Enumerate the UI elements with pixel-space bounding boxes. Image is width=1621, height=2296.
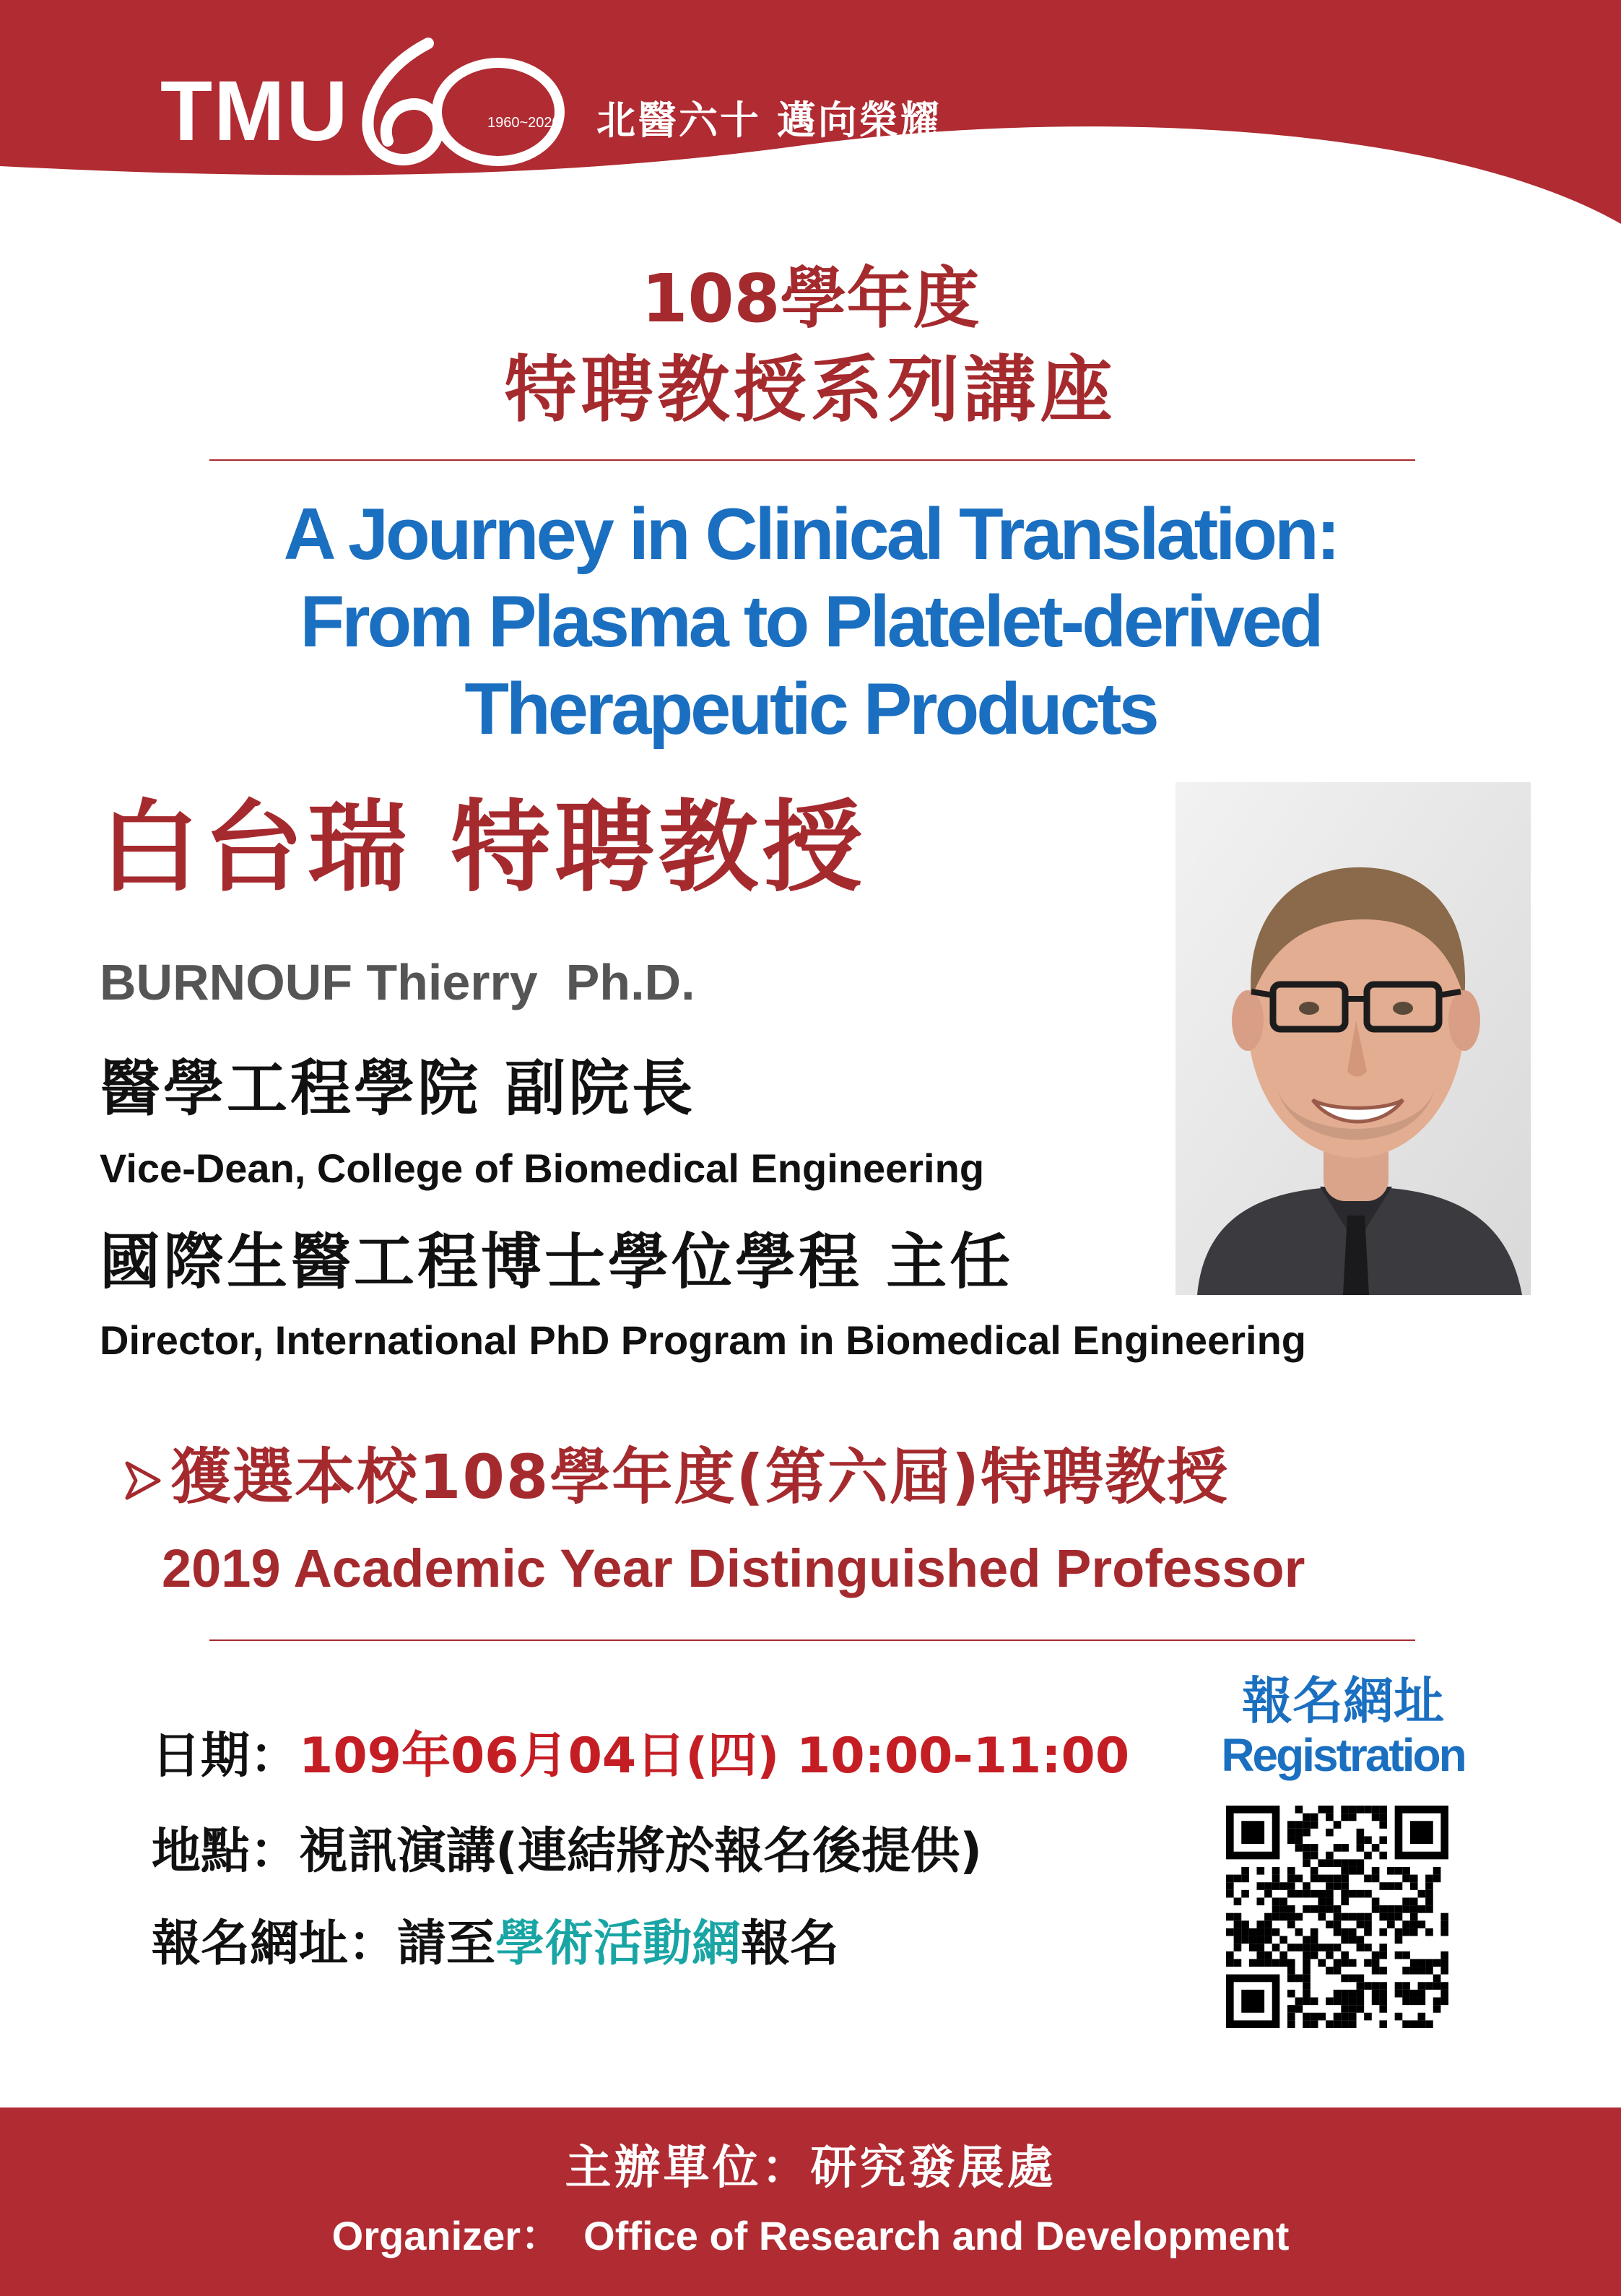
position-vice-dean-zh: 醫學工程學院 副院長 xyxy=(100,1053,696,1124)
footer-banner xyxy=(0,2107,1621,2296)
event-venue xyxy=(152,1823,983,1880)
award-zh: 獲選本校108學年度(第六屆)特聘教授 xyxy=(170,1442,1230,1512)
registration-post: 報名 xyxy=(741,1915,840,1972)
position-director-en: Director, International PhD Program in Biomedical Engineering xyxy=(100,1317,1306,1363)
header-slogan: 北醫六十 邁向榮耀 xyxy=(596,98,942,143)
divider xyxy=(209,459,1415,461)
event-registration xyxy=(152,1915,840,1972)
logo-years: 1960~2020 xyxy=(487,115,560,131)
talk-title-line: Therapeutic Products xyxy=(464,669,1157,750)
date-label: 日期： xyxy=(152,1728,300,1785)
speaker-photo xyxy=(1175,782,1531,1295)
registration-title-zh: 報名網址 xyxy=(1242,1671,1444,1730)
date-value: 109年06月04日(四) 10:00-11:00 xyxy=(299,1728,1130,1785)
speaker-name-zh: 白台瑞 特聘教授 xyxy=(100,789,867,906)
arrow-bullet-icon xyxy=(123,1459,163,1502)
position-vice-dean-en: Vice-Dean, College of Biomedical Engineering xyxy=(100,1145,985,1191)
registration-label: 報名網址： xyxy=(152,1915,398,1972)
award-en: 2019 Academic Year Distinguished Professor xyxy=(162,1538,1305,1598)
registration-title-en: Registration xyxy=(1221,1729,1465,1781)
tmu-60-logo-mark xyxy=(357,36,567,173)
venue-label: 地點： xyxy=(152,1823,300,1880)
organizer-zh: 主辦單位：研究發展處 xyxy=(565,2141,1056,2195)
venue-value: 視訊演講(連結將於報名後提供) xyxy=(299,1823,983,1880)
series-name: 特聘教授系列講座 xyxy=(504,347,1117,432)
divider xyxy=(209,1639,1415,1641)
talk-title-line: From Plasma to Platelet-derived xyxy=(300,581,1321,662)
registration-pre: 請至 xyxy=(397,1915,496,1972)
talk-title-line: A Journey in Clinical Translation: xyxy=(283,494,1338,575)
event-date xyxy=(152,1728,1130,1785)
talk-title xyxy=(0,491,1621,753)
position-director-zh: 國際生醫工程博士學位學程 主任 xyxy=(100,1226,1014,1297)
speaker-name-en: BURNOUF Thierry Ph.D. xyxy=(100,954,695,1010)
registration-qr-code[interactable] xyxy=(1226,1806,1448,2028)
organizer-en: Organizer： Office of Research and Development xyxy=(331,2213,1290,2258)
series-year: 108學年度 xyxy=(641,260,980,337)
academic-activity-link[interactable]: 學術活動網 xyxy=(495,1915,742,1972)
logo-text: TMU xyxy=(160,64,349,159)
